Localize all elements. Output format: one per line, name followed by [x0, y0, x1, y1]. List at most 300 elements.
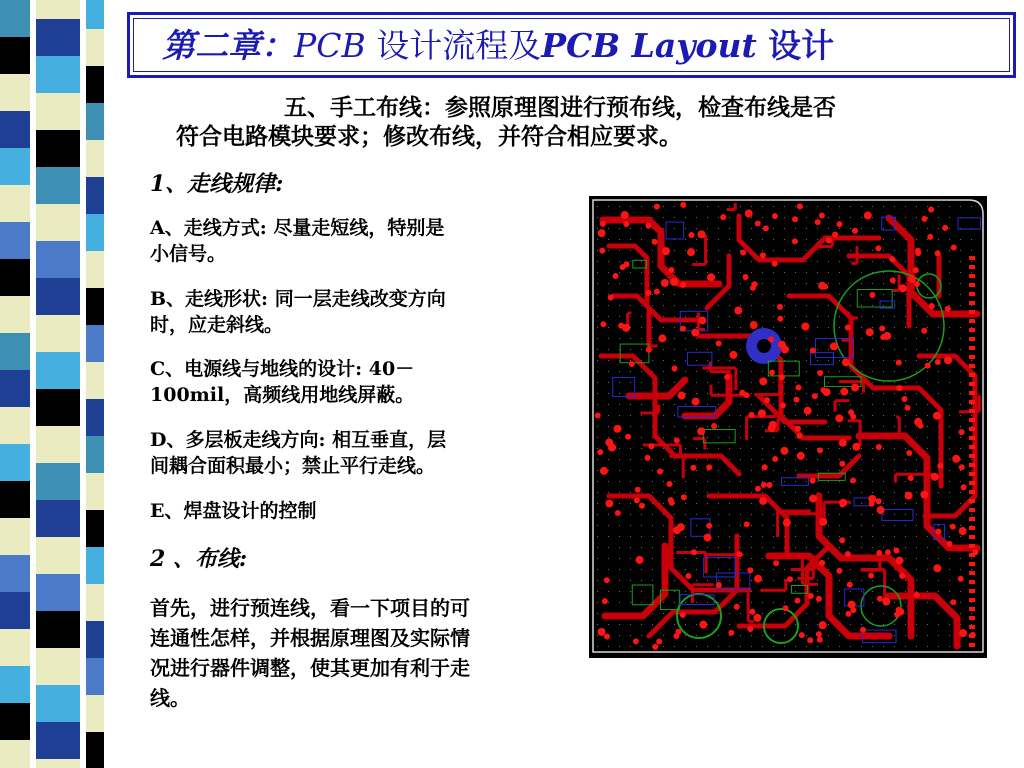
- grid-dot: [707, 602, 708, 603]
- grid-dot: [641, 316, 642, 317]
- grid-dot: [740, 646, 741, 647]
- grid-dot: [839, 294, 840, 295]
- strip-block: [86, 547, 104, 584]
- grid-dot: [685, 525, 686, 526]
- pcb-pad: [876, 498, 882, 504]
- grid-dot: [927, 426, 928, 427]
- pcb-pad: [597, 449, 603, 455]
- pcb-pad: [795, 426, 801, 432]
- grid-dot: [674, 646, 675, 647]
- grid-dot: [806, 349, 807, 350]
- pcb-pad: [816, 596, 822, 602]
- grid-dot: [762, 228, 763, 229]
- pcb-pad: [706, 523, 712, 529]
- grid-dot: [795, 393, 796, 394]
- grid-dot: [674, 305, 675, 306]
- pcb-pad: [896, 385, 902, 391]
- grid-dot: [641, 305, 642, 306]
- grid-dot: [806, 459, 807, 460]
- grid-dot: [872, 591, 873, 592]
- grid-dot: [850, 624, 851, 625]
- grid-dot: [905, 349, 906, 350]
- grid-dot: [938, 580, 939, 581]
- grid-dot: [872, 283, 873, 284]
- grid-dot: [674, 217, 675, 218]
- pcb-pad: [860, 627, 866, 633]
- grid-dot: [828, 349, 829, 350]
- grid-dot: [630, 250, 631, 251]
- grid-dot: [883, 371, 884, 372]
- grid-dot: [784, 239, 785, 240]
- grid-dot: [751, 360, 752, 361]
- grid-dot: [949, 624, 950, 625]
- grid-dot: [751, 393, 752, 394]
- grid-dot: [861, 338, 862, 339]
- grid-dot: [828, 327, 829, 328]
- grid-dot: [641, 470, 642, 471]
- grid-dot: [872, 481, 873, 482]
- grid-dot: [905, 360, 906, 361]
- grid-dot: [795, 327, 796, 328]
- grid-dot: [663, 602, 664, 603]
- grid-dot: [839, 492, 840, 493]
- pcb-pad: [928, 206, 934, 212]
- grid-dot: [839, 272, 840, 273]
- grid-dot: [905, 646, 906, 647]
- grid-dot: [795, 481, 796, 482]
- grid-dot: [718, 382, 719, 383]
- grid-dot: [916, 360, 917, 361]
- grid-dot: [652, 481, 653, 482]
- grid-dot: [718, 613, 719, 614]
- grid-dot: [784, 635, 785, 636]
- grid-dot: [597, 261, 598, 262]
- grid-dot: [740, 536, 741, 537]
- pcb-pad: [752, 281, 758, 287]
- grid-dot: [619, 404, 620, 405]
- grid-dot: [718, 327, 719, 328]
- grid-dot: [905, 338, 906, 339]
- grid-dot: [872, 305, 873, 306]
- grid-dot: [861, 525, 862, 526]
- grid-dot: [641, 580, 642, 581]
- grid-dot: [597, 492, 598, 493]
- pcb-pad: [816, 631, 822, 637]
- grid-dot: [916, 591, 917, 592]
- pcb-pad: [875, 245, 881, 251]
- grid-dot: [960, 305, 961, 306]
- grid-dot: [718, 426, 719, 427]
- grid-dot: [685, 239, 686, 240]
- grid-dot: [916, 580, 917, 581]
- strip-gap: [104, 0, 120, 768]
- pcb-pad: [819, 518, 827, 526]
- grid-dot: [839, 448, 840, 449]
- pcb-pad: [749, 412, 755, 418]
- pcb-pad: [804, 407, 812, 415]
- grid-dot: [905, 470, 906, 471]
- grid-dot: [762, 470, 763, 471]
- grid-dot: [696, 228, 697, 229]
- strip-block: [86, 140, 104, 177]
- grid-dot: [608, 470, 609, 471]
- pcb-pad: [925, 363, 931, 369]
- grid-dot: [872, 404, 873, 405]
- grid-dot: [817, 327, 818, 328]
- grid-dot: [960, 569, 961, 570]
- grid-dot: [762, 294, 763, 295]
- grid-dot: [850, 305, 851, 306]
- grid-dot: [729, 305, 730, 306]
- grid-dot: [608, 646, 609, 647]
- grid-dot: [718, 404, 719, 405]
- pcb-pad: [845, 551, 851, 557]
- grid-dot: [674, 294, 675, 295]
- grid-dot: [905, 613, 906, 614]
- grid-dot: [949, 569, 950, 570]
- grid-dot: [718, 525, 719, 526]
- grid-dot: [960, 327, 961, 328]
- pcb-pad: [812, 393, 818, 399]
- strip-block: [0, 259, 30, 296]
- grid-dot: [740, 283, 741, 284]
- grid-dot: [817, 360, 818, 361]
- pcb-pad: [931, 473, 939, 481]
- grid-dot: [663, 327, 664, 328]
- pcb-pad: [815, 219, 821, 225]
- grid-dot: [817, 580, 818, 581]
- pcb-pad: [762, 464, 768, 470]
- grid-dot: [740, 382, 741, 383]
- grid-dot: [773, 437, 774, 438]
- grid-dot: [619, 536, 620, 537]
- pcb-pad: [915, 250, 921, 256]
- strip-block: [36, 241, 80, 278]
- grid-dot: [960, 602, 961, 603]
- grid-dot: [641, 261, 642, 262]
- grid-dot: [696, 426, 697, 427]
- pcb-pad: [807, 637, 813, 643]
- grid-dot: [916, 602, 917, 603]
- pcb-edge-pad: [969, 589, 975, 593]
- grid-dot: [872, 250, 873, 251]
- grid-dot: [784, 613, 785, 614]
- grid-dot: [630, 481, 631, 482]
- grid-dot: [685, 217, 686, 218]
- grid-dot: [861, 492, 862, 493]
- intro-paragraph: [176, 93, 976, 151]
- pcb-pad: [905, 492, 913, 500]
- grid-dot: [916, 481, 917, 482]
- grid-dot: [806, 228, 807, 229]
- grid-dot: [619, 624, 620, 625]
- grid-dot: [663, 613, 664, 614]
- grid-dot: [861, 591, 862, 592]
- pcb-pad: [837, 221, 843, 227]
- grid-dot: [784, 250, 785, 251]
- slide-title: [162, 28, 834, 64]
- pcb-pad: [877, 596, 883, 602]
- pcb-pad: [670, 278, 678, 286]
- grid-dot: [674, 558, 675, 559]
- pcb-pad: [691, 329, 699, 337]
- pcb-edge-pad: [969, 454, 975, 458]
- grid-dot: [927, 624, 928, 625]
- grid-dot: [641, 294, 642, 295]
- pcb-pad: [600, 221, 606, 227]
- grid-dot: [861, 393, 862, 394]
- grid-dot: [938, 525, 939, 526]
- grid-dot: [861, 448, 862, 449]
- grid-dot: [927, 558, 928, 559]
- grid-dot: [839, 459, 840, 460]
- pcb-edge-pad: [969, 274, 975, 278]
- grid-dot: [751, 580, 752, 581]
- grid-dot: [784, 283, 785, 284]
- grid-dot: [641, 646, 642, 647]
- grid-dot: [751, 492, 752, 493]
- strip-block: [0, 185, 30, 222]
- grid-dot: [927, 360, 928, 361]
- grid-dot: [905, 624, 906, 625]
- grid-dot: [630, 591, 631, 592]
- grid-dot: [916, 492, 917, 493]
- pcb-pad: [913, 267, 919, 273]
- pcb-edge-pad: [969, 355, 975, 359]
- grid-dot: [762, 239, 763, 240]
- title-part-pcb: PCB: [294, 26, 366, 65]
- strip-block: [36, 685, 80, 722]
- grid-dot: [751, 316, 752, 317]
- grid-dot: [839, 525, 840, 526]
- grid-dot: [707, 217, 708, 218]
- pcb-pad: [613, 273, 619, 279]
- grid-dot: [960, 415, 961, 416]
- grid-dot: [773, 272, 774, 273]
- strip-block: [36, 19, 80, 56]
- strip-block: [0, 333, 30, 370]
- grid-dot: [597, 272, 598, 273]
- grid-dot: [762, 327, 763, 328]
- grid-dot: [630, 525, 631, 526]
- grid-dot: [916, 261, 917, 262]
- grid-dot: [652, 283, 653, 284]
- pcb-pad: [661, 279, 669, 287]
- grid-dot: [905, 261, 906, 262]
- grid-dot: [850, 448, 851, 449]
- grid-dot: [938, 206, 939, 207]
- grid-dot: [883, 360, 884, 361]
- grid-dot: [751, 426, 752, 427]
- grid-dot: [806, 272, 807, 273]
- pcb-pad: [795, 385, 801, 391]
- grid-dot: [916, 536, 917, 537]
- pcb-pad: [921, 216, 927, 222]
- grid-dot: [839, 393, 840, 394]
- grid-dot: [773, 481, 774, 482]
- grid-dot: [828, 536, 829, 537]
- grid-dot: [663, 646, 664, 647]
- grid-dot: [817, 613, 818, 614]
- grid-dot: [949, 261, 950, 262]
- grid-dot: [597, 635, 598, 636]
- grid-dot: [718, 547, 719, 548]
- grid-dot: [960, 338, 961, 339]
- pcb-pad: [687, 248, 695, 256]
- grid-dot: [597, 250, 598, 251]
- grid-dot: [872, 228, 873, 229]
- grid-dot: [839, 514, 840, 515]
- strip-block: [0, 222, 30, 259]
- title-part-flow: 设计流程及: [365, 26, 542, 65]
- grid-dot: [663, 305, 664, 306]
- pcb-edge-pad: [969, 265, 975, 269]
- grid-dot: [773, 514, 774, 515]
- pcb-pad: [772, 213, 778, 219]
- grid-dot: [894, 459, 895, 460]
- grid-dot: [740, 492, 741, 493]
- grid-dot: [663, 536, 664, 537]
- grid-dot: [905, 448, 906, 449]
- grid-dot: [883, 261, 884, 262]
- pcb-pad: [743, 274, 749, 280]
- grid-dot: [685, 602, 686, 603]
- grid-dot: [784, 371, 785, 372]
- grid-dot: [949, 492, 950, 493]
- grid-dot: [872, 371, 873, 372]
- grid-dot: [619, 459, 620, 460]
- pcb-edge-pad: [969, 409, 975, 413]
- grid-dot: [817, 261, 818, 262]
- grid-dot: [894, 393, 895, 394]
- pcb-pad: [810, 478, 816, 484]
- grid-dot: [729, 459, 730, 460]
- grid-dot: [751, 459, 752, 460]
- grid-dot: [696, 448, 697, 449]
- grid-dot: [971, 514, 972, 515]
- grid-dot: [850, 536, 851, 537]
- grid-dot: [773, 602, 774, 603]
- grid-dot: [674, 415, 675, 416]
- grid-dot: [795, 470, 796, 471]
- strip-block: [0, 703, 30, 740]
- grid-dot: [762, 547, 763, 548]
- grid-dot: [729, 602, 730, 603]
- grid-dot: [949, 382, 950, 383]
- grid-dot: [608, 437, 609, 438]
- pcb-pad: [839, 439, 847, 447]
- grid-dot: [894, 360, 895, 361]
- strip-block: [86, 621, 104, 658]
- pcb-pad: [621, 211, 629, 219]
- pcb-pad: [772, 456, 778, 462]
- grid-dot: [795, 283, 796, 284]
- grid-dot: [817, 602, 818, 603]
- grid-dot: [839, 283, 840, 284]
- title-part-design: 设计: [756, 26, 835, 65]
- grid-dot: [685, 228, 686, 229]
- grid-dot: [652, 547, 653, 548]
- strip-block: [36, 426, 80, 463]
- pcb-pad: [868, 573, 874, 579]
- grid-dot: [905, 635, 906, 636]
- grid-dot: [894, 239, 895, 240]
- pcb-edge-pad: [969, 427, 975, 431]
- pcb-pad: [698, 316, 706, 324]
- grid-dot: [674, 514, 675, 515]
- grid-dot: [949, 536, 950, 537]
- grid-dot: [663, 206, 664, 207]
- grid-dot: [685, 338, 686, 339]
- pcb-pad: [877, 506, 885, 514]
- grid-dot: [630, 558, 631, 559]
- grid-dot: [938, 547, 939, 548]
- grid-dot: [619, 415, 620, 416]
- pcb-pad: [763, 225, 769, 231]
- grid-dot: [927, 547, 928, 548]
- strip-block: [86, 325, 104, 362]
- grid-dot: [883, 536, 884, 537]
- grid-dot: [773, 327, 774, 328]
- pcb-pad: [906, 450, 912, 456]
- grid-dot: [949, 338, 950, 339]
- grid-dot: [828, 261, 829, 262]
- pcb-edge-pad: [969, 319, 975, 323]
- grid-dot: [663, 459, 664, 460]
- grid-dot: [762, 492, 763, 493]
- grid-dot: [806, 470, 807, 471]
- grid-dot: [938, 228, 939, 229]
- grid-dot: [740, 349, 741, 350]
- grid-dot: [927, 316, 928, 317]
- grid-dot: [597, 536, 598, 537]
- strip-block: [36, 56, 80, 93]
- pcb-pad: [773, 560, 779, 566]
- grid-dot: [619, 547, 620, 548]
- grid-dot: [663, 503, 664, 504]
- grid-dot: [806, 536, 807, 537]
- grid-dot: [619, 393, 620, 394]
- pcb-pad: [869, 292, 875, 298]
- strip-block: [36, 352, 80, 389]
- pcb-edge-pad: [969, 526, 975, 530]
- grid-dot: [828, 382, 829, 383]
- grid-dot: [674, 316, 675, 317]
- grid-dot: [894, 371, 895, 372]
- pcb-pad: [793, 397, 799, 403]
- grid-dot: [861, 580, 862, 581]
- grid-dot: [762, 305, 763, 306]
- pcb-pad: [902, 396, 908, 402]
- grid-dot: [663, 470, 664, 471]
- grid-dot: [674, 426, 675, 427]
- grid-dot: [619, 283, 620, 284]
- pcb-edge-pad: [969, 292, 975, 296]
- grid-dot: [883, 514, 884, 515]
- grid-dot: [597, 547, 598, 548]
- grid-dot: [872, 580, 873, 581]
- grid-dot: [718, 261, 719, 262]
- grid-dot: [938, 635, 939, 636]
- grid-dot: [597, 360, 598, 361]
- grid-dot: [960, 536, 961, 537]
- grid-dot: [894, 294, 895, 295]
- grid-dot: [916, 569, 917, 570]
- grid-dot: [817, 305, 818, 306]
- grid-dot: [773, 305, 774, 306]
- grid-dot: [685, 503, 686, 504]
- grid-dot: [630, 547, 631, 548]
